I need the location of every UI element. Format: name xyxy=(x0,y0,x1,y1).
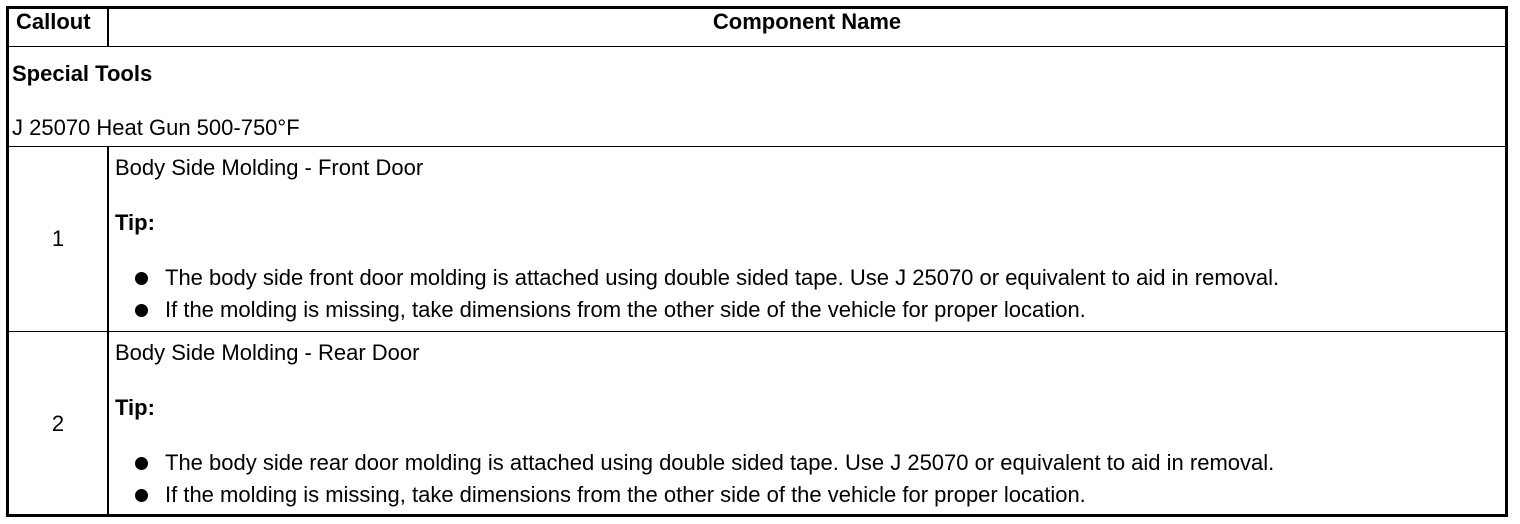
tip-label: Tip: xyxy=(115,210,155,235)
tip-item xyxy=(115,297,1505,323)
special-tool-item: J 25070 Heat Gun 500-750°F xyxy=(12,115,300,140)
tip-item xyxy=(115,482,1505,508)
tip-text: If the molding is missing, take dimensions from the other side of the vehicle for proper location. xyxy=(165,482,1086,507)
component-name: Body Side Molding - Rear Door xyxy=(115,340,420,365)
callout-column-header: Callout xyxy=(9,9,108,47)
bullet-icon xyxy=(135,272,148,285)
tip-item xyxy=(115,265,1505,291)
bullet-icon xyxy=(135,489,148,502)
callout-number: 2 xyxy=(9,332,108,516)
table-row xyxy=(9,332,1505,516)
component-table-frame xyxy=(6,6,1508,517)
special-tools-cell xyxy=(9,47,1505,147)
tip-text: The body side front door molding is attached using double sided tape. Use J 25070 or equivalent to aid in removal. xyxy=(165,265,1280,290)
tip-list xyxy=(115,450,1505,508)
tip-text: The body side rear door molding is attached using double sided tape. Use J 25070 or equivalent to aid in removal. xyxy=(165,450,1275,475)
tip-list xyxy=(115,265,1505,323)
special-tools-row xyxy=(9,47,1505,147)
callout-number: 1 xyxy=(9,147,108,332)
bullet-icon xyxy=(135,457,148,470)
tip-label: Tip: xyxy=(115,395,155,420)
tip-text: If the molding is missing, take dimensions from the other side of the vehicle for proper location. xyxy=(165,297,1086,322)
special-tools-title: Special Tools xyxy=(12,61,153,86)
bullet-icon xyxy=(135,304,148,317)
table-row xyxy=(9,147,1505,332)
component-table xyxy=(9,9,1505,515)
table-header-row xyxy=(9,9,1505,47)
component-name: Body Side Molding - Front Door xyxy=(115,155,424,180)
component-name-column-header: Component Name xyxy=(108,9,1505,47)
component-cell xyxy=(108,332,1505,516)
component-cell xyxy=(108,147,1505,332)
tip-item xyxy=(115,450,1505,476)
